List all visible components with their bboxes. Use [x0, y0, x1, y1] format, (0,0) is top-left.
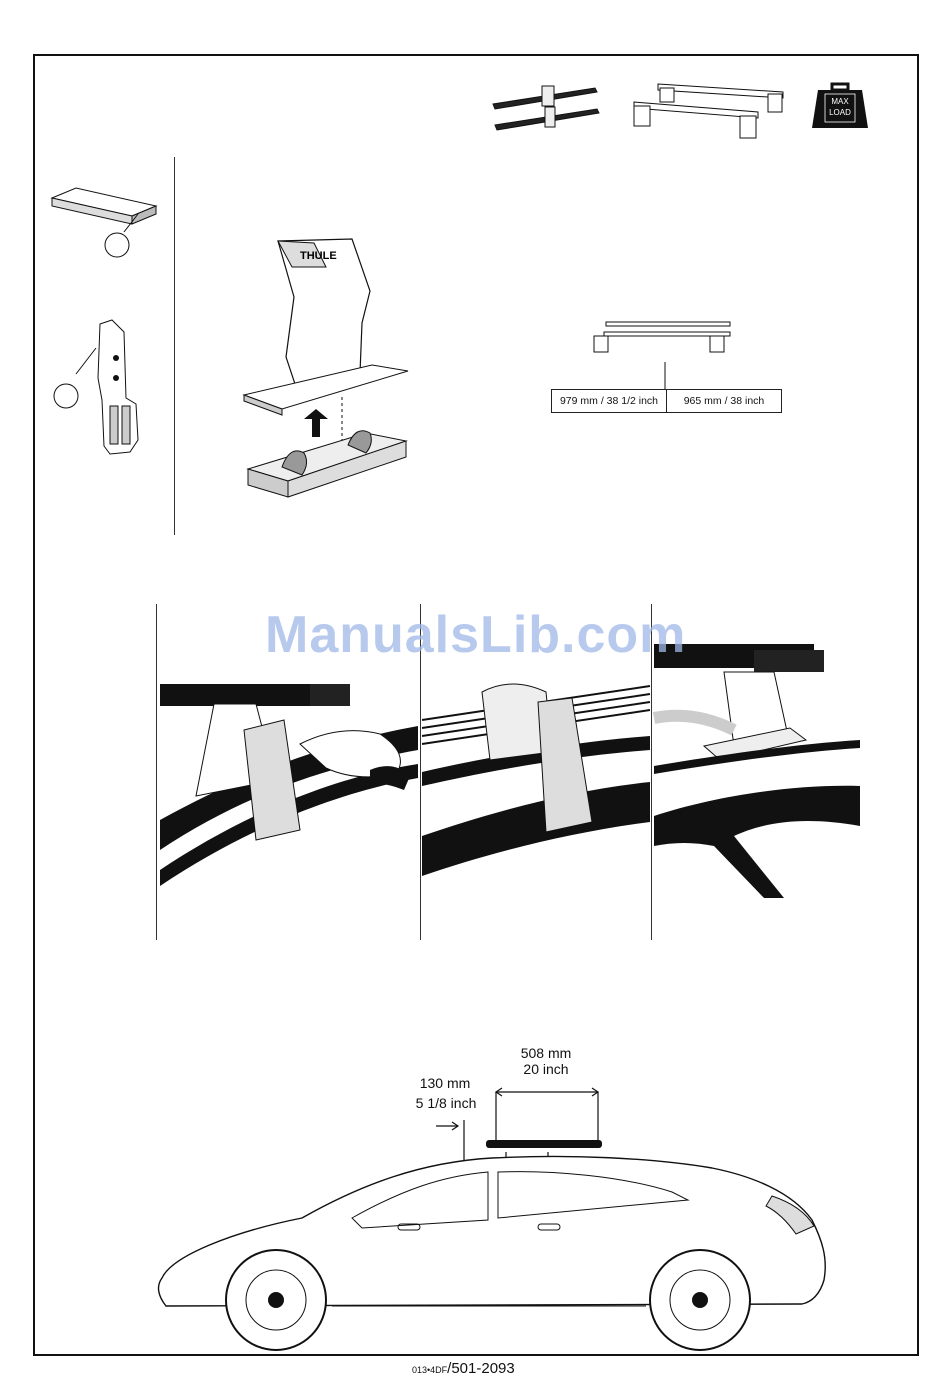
clamp-bracket-part-illustration: [50, 318, 162, 458]
document-code-small: 013•4DF: [412, 1365, 448, 1375]
dim-130-mm: 130 mm: [419, 1075, 471, 1091]
part-callout-circle-1: [105, 233, 129, 257]
roof-bars-feet-illustration: [628, 76, 788, 156]
install-step-2-illustration: [422, 672, 650, 882]
install-step-3-illustration: [654, 636, 860, 898]
bar-length-left: 979 mm / 38 1/2 inch: [552, 390, 667, 412]
foot-pad-part-illustration: [48, 184, 160, 264]
bar-length-right: 965 mm / 38 inch: [683, 395, 765, 407]
brand-label: THULE: [300, 250, 337, 262]
foot-assembly-illustration: [242, 237, 412, 499]
document-code: [412, 1360, 515, 1377]
roof-bars-rail-illustration: [490, 82, 605, 157]
section-divider: [174, 157, 175, 535]
dim-508-mm: 508 mm: [520, 1045, 572, 1061]
max-load-line2: LOAD: [829, 108, 851, 117]
dim-130-inch: 5 1/8 inch: [415, 1095, 477, 1111]
panel-divider-1: [156, 604, 157, 940]
bar-length-table: [551, 389, 782, 413]
part-callout-circle-2: [54, 384, 78, 408]
max-load-line1: MAX: [831, 97, 849, 106]
bar-length-diagram: [588, 318, 738, 390]
document-code-number: /501-2093: [447, 1360, 515, 1377]
install-step-1-illustration: [160, 680, 418, 902]
car-side-view-illustration: [152, 1080, 832, 1340]
max-load-weight-icon: [810, 80, 870, 132]
arrow-up-icon: [304, 409, 328, 437]
watermark: ManualsLib.com: [265, 606, 687, 664]
dim-508-inch: 20 inch: [523, 1061, 569, 1077]
